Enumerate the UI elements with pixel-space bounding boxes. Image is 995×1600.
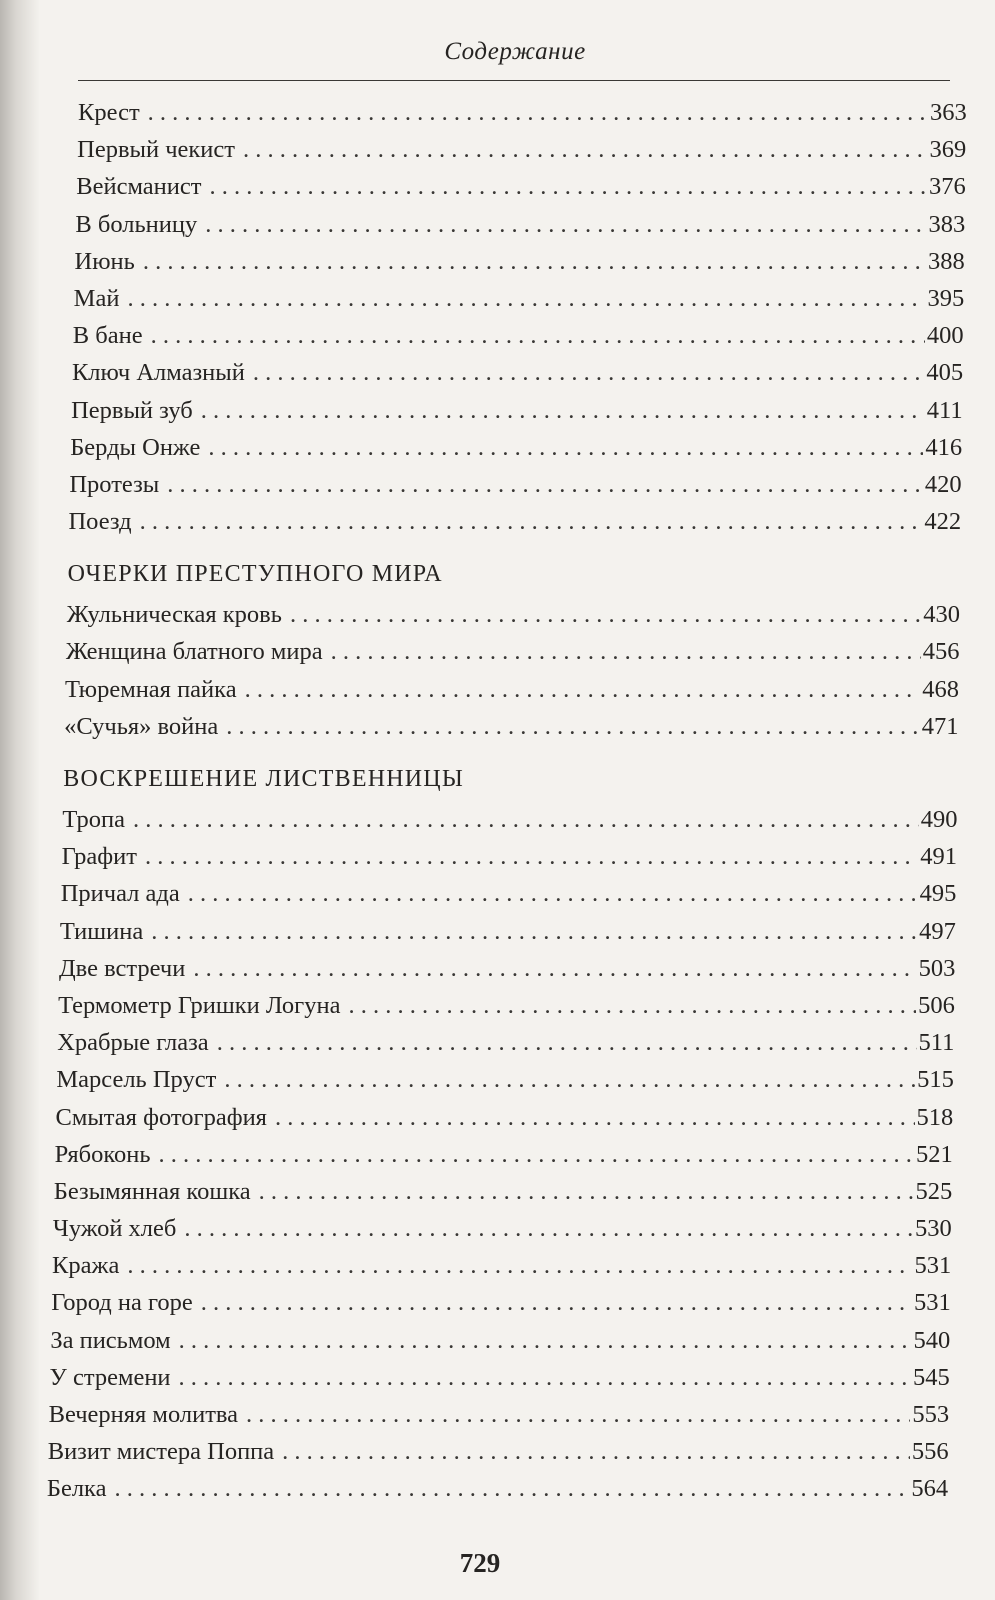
toc-entry: [71, 392, 963, 429]
dot-leader: [114, 1470, 909, 1507]
section-heading: ОЧЕРКИ ПРЕСТУПНОГО МИРА: [67, 561, 443, 588]
toc-entry: [60, 913, 956, 950]
toc-entry: [67, 596, 960, 633]
dot-leader: [275, 1099, 915, 1136]
toc-entry: [56, 1061, 953, 1098]
entry-title: В бане: [72, 322, 143, 350]
toc-entry: [49, 1359, 949, 1396]
dot-leader: [246, 1396, 910, 1433]
entry-page-number: 400: [926, 322, 964, 350]
toc-entry: [50, 1322, 950, 1359]
entry-title: Июнь: [74, 247, 135, 275]
dot-leader: [243, 131, 928, 168]
dot-leader: [151, 317, 925, 354]
toc-entry: [61, 875, 957, 912]
dot-leader: [159, 1136, 915, 1173]
entry-title: Вейсманист: [76, 173, 202, 201]
dot-leader: [209, 168, 927, 205]
toc-entry: [75, 243, 965, 280]
entry-page-number: 506: [918, 991, 955, 1019]
entry-title: Визит мистера Поппа: [47, 1438, 275, 1466]
entry-title: Берды Онже: [70, 433, 201, 461]
entry-title: Май: [73, 284, 120, 312]
entry-page-number: 388: [927, 247, 965, 275]
entry-page-number: 383: [928, 210, 966, 238]
dot-leader: [179, 1322, 912, 1359]
dot-leader: [143, 243, 926, 280]
entry-title: Чужой хлеб: [52, 1215, 177, 1243]
dot-leader: [184, 1210, 913, 1247]
page-number: 729: [459, 1548, 501, 1578]
toc-entry: [69, 466, 961, 503]
entry-title: Поезд: [68, 508, 132, 536]
toc-entry: [74, 280, 965, 317]
dot-leader: [127, 280, 925, 317]
entry-title: Рябоконь: [54, 1140, 151, 1168]
entry-title: Безымянная кошка: [53, 1177, 251, 1205]
entry-title: Город на горе: [51, 1289, 193, 1317]
dot-leader: [253, 354, 925, 391]
entry-title: Ключ Алмазный: [71, 359, 245, 387]
entry-title: За письмом: [50, 1326, 171, 1354]
entry-page-number: 471: [921, 712, 959, 740]
entry-title: Жульническая кровь: [66, 601, 282, 629]
toc-entry: [56, 1099, 954, 1136]
dot-leader: [290, 596, 921, 633]
entry-page-number: 497: [919, 917, 956, 945]
entry-page-number: 531: [914, 1252, 952, 1280]
dot-leader: [348, 987, 916, 1024]
toc-entry: [72, 354, 963, 391]
entry-page-number: 490: [920, 806, 958, 833]
dot-leader: [224, 1061, 915, 1098]
entry-title: Белка: [46, 1475, 107, 1503]
entry-page-number: 411: [926, 396, 963, 424]
entry-title: Термометр Гришки Логуна: [58, 991, 341, 1019]
toc-entry: [70, 429, 962, 466]
toc-entry: [65, 671, 959, 708]
entry-title: Протезы: [69, 470, 160, 498]
dot-leader: [193, 950, 916, 987]
entry-page-number: 395: [927, 284, 965, 312]
entry-title: Крест: [78, 99, 140, 126]
dot-leader: [133, 801, 919, 838]
entry-title: Храбрые глаза: [57, 1029, 209, 1057]
dot-leader: [331, 633, 921, 670]
binding-shadow: [0, 0, 40, 1600]
entry-title: Первый зуб: [71, 396, 193, 424]
dot-leader: [167, 466, 923, 503]
entry-title: Марсель Пруст: [56, 1066, 217, 1094]
entry-title: Кража: [52, 1252, 120, 1280]
entry-page-number: 456: [922, 638, 960, 666]
toc-entry: [62, 838, 957, 875]
dot-leader: [145, 838, 918, 875]
toc-entry: [52, 1247, 951, 1284]
toc-section: [46, 745, 958, 1508]
entry-title: У стремени: [49, 1363, 171, 1391]
entry-title: Женщина блатного мира: [65, 638, 323, 666]
entry-page-number: 416: [925, 433, 963, 461]
dot-leader: [179, 1359, 911, 1396]
dot-leader: [282, 1433, 910, 1470]
dot-leader: [245, 671, 921, 708]
entry-title: В больницу: [75, 210, 198, 238]
toc-entry: [47, 1470, 948, 1507]
entry-page-number: 491: [920, 843, 957, 871]
entry-title: Две встречи: [58, 954, 186, 982]
entry-page-number: 525: [915, 1177, 953, 1205]
toc-entry: [68, 503, 961, 540]
entry-title: Первый чекист: [77, 136, 235, 164]
toc-entry: [57, 1024, 954, 1061]
toc-entry: [75, 206, 965, 243]
toc-entry: [49, 1396, 950, 1433]
dot-leader: [201, 392, 925, 429]
section-heading: ВОСКРЕШЕНИЕ ЛИСТВЕННИЦЫ: [63, 766, 464, 792]
dot-leader: [188, 875, 918, 912]
entry-page-number: 468: [922, 675, 960, 703]
entry-title: Смытая фотография: [55, 1103, 267, 1131]
table-of-contents: [46, 94, 967, 1508]
dot-leader: [127, 1247, 912, 1284]
entry-page-number: 376: [929, 173, 966, 201]
entry-page-number: 530: [915, 1215, 952, 1243]
toc-entry: [78, 94, 967, 131]
toc-entry: [59, 950, 955, 987]
toc-entry: [53, 1210, 952, 1247]
toc-entry: [62, 801, 957, 838]
entry-page-number: 515: [917, 1066, 954, 1094]
header-rule: [78, 80, 950, 81]
entry-page-number: 511: [918, 1029, 955, 1057]
entry-page-number: 545: [912, 1363, 950, 1391]
toc-section: [50, 540, 961, 745]
entry-page-number: 503: [918, 954, 956, 982]
entry-title: Тишина: [59, 917, 144, 945]
entry-page-number: 420: [924, 470, 962, 498]
toc-entry: [64, 708, 958, 745]
entry-page-number: 422: [924, 508, 962, 536]
toc-entry: [55, 1136, 953, 1173]
entry-page-number: 369: [929, 136, 967, 164]
entry-page-number: 564: [911, 1475, 949, 1503]
toc-entry: [51, 1284, 951, 1321]
entry-page-number: 540: [913, 1326, 951, 1354]
dot-leader: [208, 429, 923, 466]
entry-title: Графит: [61, 843, 138, 871]
entry-title: «Сучья» война: [64, 712, 219, 740]
entry-page-number: 363: [930, 99, 967, 126]
entry-page-number: 553: [912, 1401, 950, 1428]
dot-leader: [205, 206, 926, 243]
entry-page-number: 556: [911, 1438, 949, 1466]
entry-page-number: 521: [916, 1140, 953, 1168]
dot-leader: [148, 94, 928, 131]
toc-entry: [76, 168, 965, 205]
toc-entry: [54, 1173, 952, 1210]
entry-title: Причал ада: [60, 880, 180, 908]
toc-entry: [77, 131, 966, 168]
entry-title: Вечерняя молитва: [48, 1401, 239, 1428]
dot-leader: [226, 708, 919, 745]
entry-title: Тюремная пайка: [65, 675, 237, 703]
entry-page-number: 405: [926, 359, 964, 387]
toc-entry: [58, 987, 955, 1024]
toc-entry: [73, 317, 964, 354]
toc-entry: [48, 1433, 949, 1470]
entry-page-number: 495: [919, 880, 957, 908]
toc-entry: [66, 633, 960, 670]
running-title: Содержание: [444, 38, 586, 65]
entry-page-number: 430: [923, 601, 961, 629]
dot-leader: [140, 503, 923, 540]
dot-leader: [217, 1024, 917, 1061]
entry-page-number: 518: [916, 1103, 954, 1131]
dot-leader: [201, 1284, 912, 1321]
book-page: [46, 0, 967, 1600]
entry-title: Тропа: [62, 806, 125, 833]
dot-leader: [151, 913, 917, 950]
toc-section: [50, 94, 967, 540]
entry-page-number: 531: [913, 1289, 951, 1317]
dot-leader: [259, 1173, 914, 1210]
